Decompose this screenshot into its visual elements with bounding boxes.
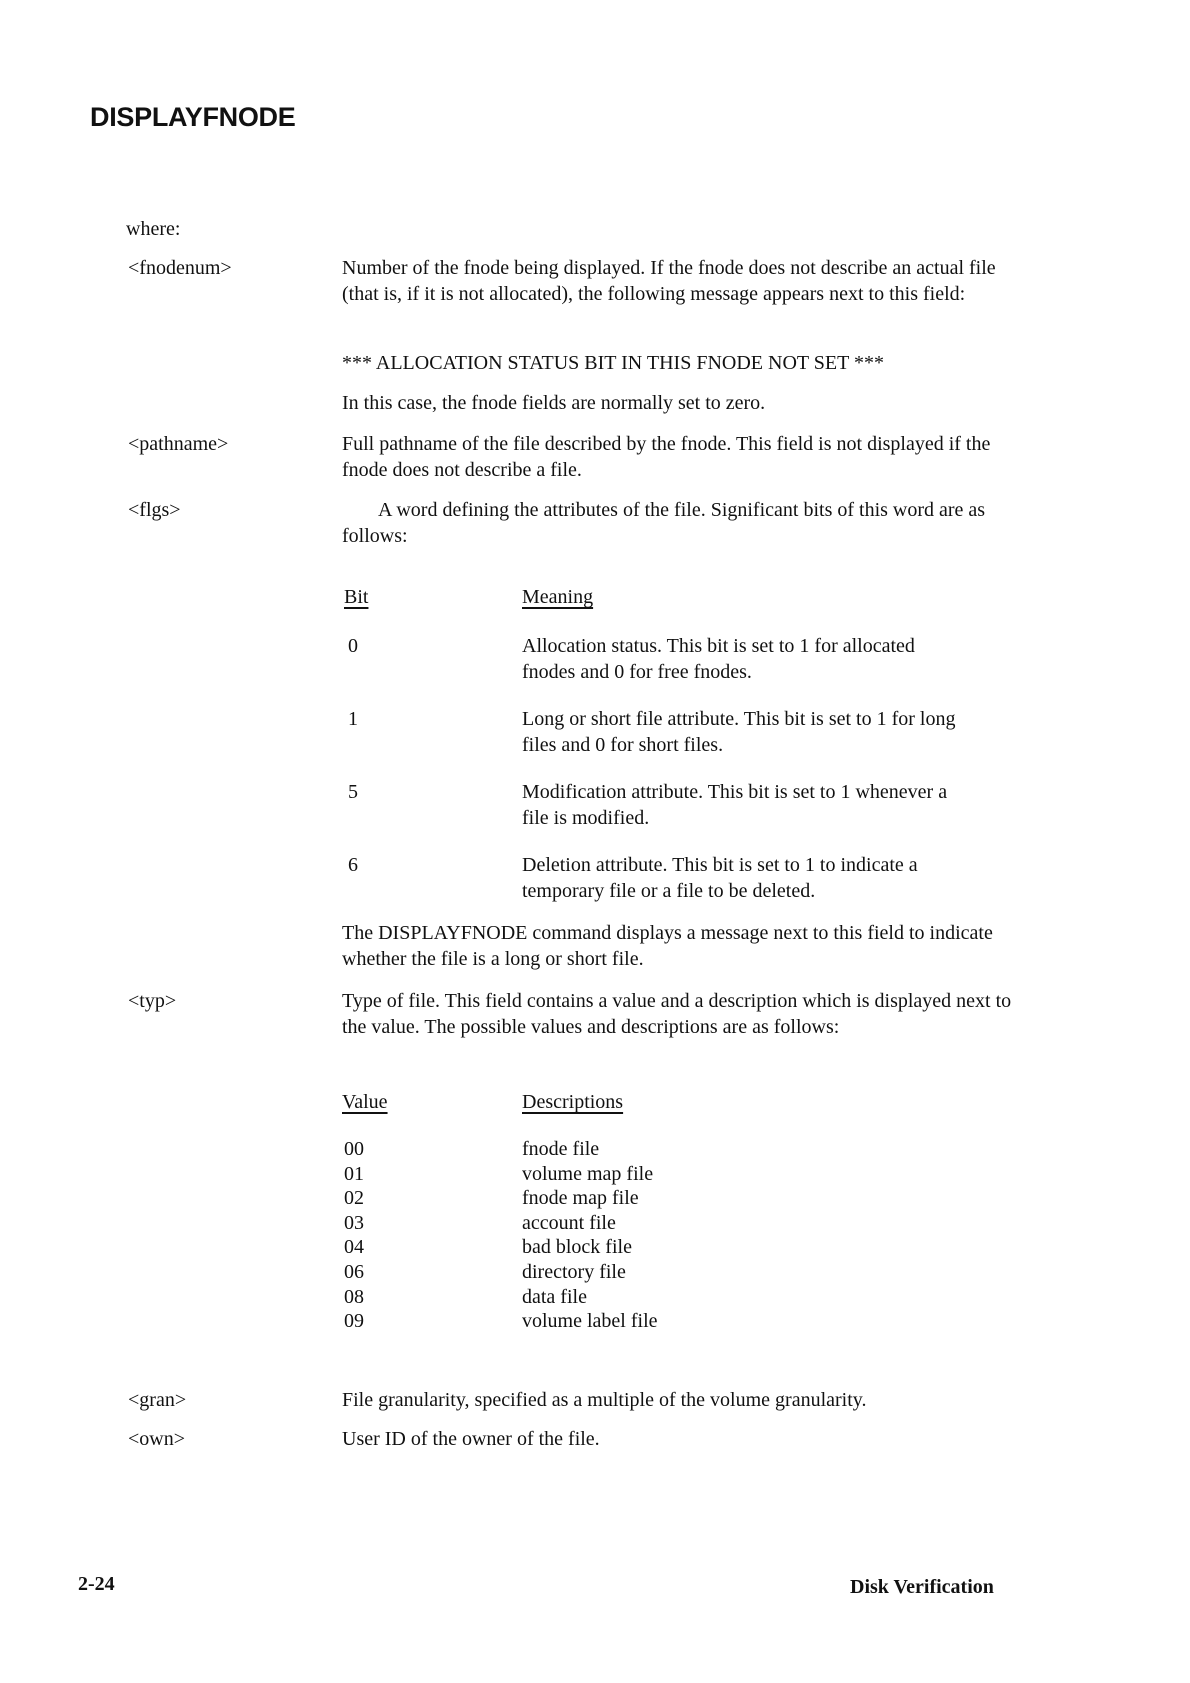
section-name: Disk Verification bbox=[850, 1576, 994, 1598]
type-value: 08 bbox=[344, 1285, 364, 1308]
type-description: volume label file bbox=[522, 1310, 658, 1333]
term-typ: <typ> bbox=[128, 990, 177, 1012]
allocation-message: *** ALLOCATION STATUS BIT IN THIS FNODE NOT SET *** bbox=[342, 352, 884, 374]
type-description: fnode map file bbox=[522, 1187, 639, 1210]
page-number: 2-24 bbox=[78, 1573, 115, 1595]
type-value: 06 bbox=[344, 1260, 364, 1283]
bit-meaning: Deletion attribute. This bit is set to 1 to indicate a temporary file or a file to be deleted. bbox=[522, 854, 918, 902]
term-own: <own> bbox=[128, 1428, 186, 1450]
type-values-list bbox=[344, 1137, 364, 1334]
term-pathname: <pathname> bbox=[128, 433, 229, 455]
type-description: fnode file bbox=[522, 1138, 600, 1160]
fnodenum-note: In this case, the fnode fields are normally set to zero. bbox=[342, 392, 766, 414]
bit-value: 0 bbox=[348, 635, 358, 657]
bit-value: 5 bbox=[348, 781, 358, 803]
type-value: 00 bbox=[344, 1138, 364, 1160]
type-value: 09 bbox=[344, 1310, 364, 1333]
term-flgs: <flgs> bbox=[128, 499, 181, 521]
type-description: directory file bbox=[522, 1260, 626, 1283]
type-value: 02 bbox=[344, 1187, 364, 1210]
page-title: DISPLAYFNODE bbox=[90, 102, 296, 132]
col-bit-header: Bit bbox=[344, 586, 369, 608]
desc-fnodenum: Number of the fnode being displayed. If the fnode does not describe an actual file (that is, if it is not allocated), the following message appears next to this field: bbox=[342, 257, 996, 305]
col-descriptions-header: Descriptions bbox=[522, 1091, 624, 1113]
type-description: volume map file bbox=[522, 1162, 654, 1185]
type-description: account file bbox=[522, 1211, 616, 1234]
intro-where: where: bbox=[126, 218, 181, 240]
type-value: 01 bbox=[344, 1162, 364, 1185]
desc-typ: Type of file. This field contains a value and a description which is displayed next to the value. The possible values and descriptions are as follows: bbox=[342, 990, 1012, 1038]
desc-gran: File granularity, specified as a multiple of the volume granularity. bbox=[342, 1389, 867, 1411]
desc-pathname: Full pathname of the file described by the fnode. This field is not displayed if the fnode does not describe a file. bbox=[342, 433, 991, 481]
bit-meaning: Allocation status. This bit is set to 1 for allocated fnodes and 0 for free fnodes. bbox=[522, 635, 915, 683]
desc-flgs: A word defining the attributes of the file. Significant bits of this word are as follows: bbox=[342, 499, 986, 547]
term-gran: <gran> bbox=[128, 1389, 187, 1411]
bit-meaning: Modification attribute. This bit is set to 1 whenever a file is modified. bbox=[522, 781, 948, 829]
type-description: bad block file bbox=[522, 1236, 632, 1259]
flgs-after: The DISPLAYFNODE command displays a message next to this field to indicate whether the file is a long or short file. bbox=[342, 922, 993, 970]
type-value: 04 bbox=[344, 1236, 364, 1259]
type-description: data file bbox=[522, 1285, 587, 1308]
type-descriptions-list bbox=[522, 1137, 658, 1334]
type-value: 03 bbox=[344, 1211, 364, 1234]
bit-value: 1 bbox=[348, 708, 358, 730]
desc-own: User ID of the owner of the file. bbox=[342, 1428, 600, 1450]
col-value-header: Value bbox=[342, 1091, 388, 1113]
col-meaning-header: Meaning bbox=[522, 586, 594, 608]
bit-value: 6 bbox=[348, 854, 358, 876]
term-fnodenum: <fnodenum> bbox=[128, 257, 232, 279]
bit-meaning: Long or short file attribute. This bit is set to 1 for long files and 0 for short files. bbox=[522, 708, 956, 756]
